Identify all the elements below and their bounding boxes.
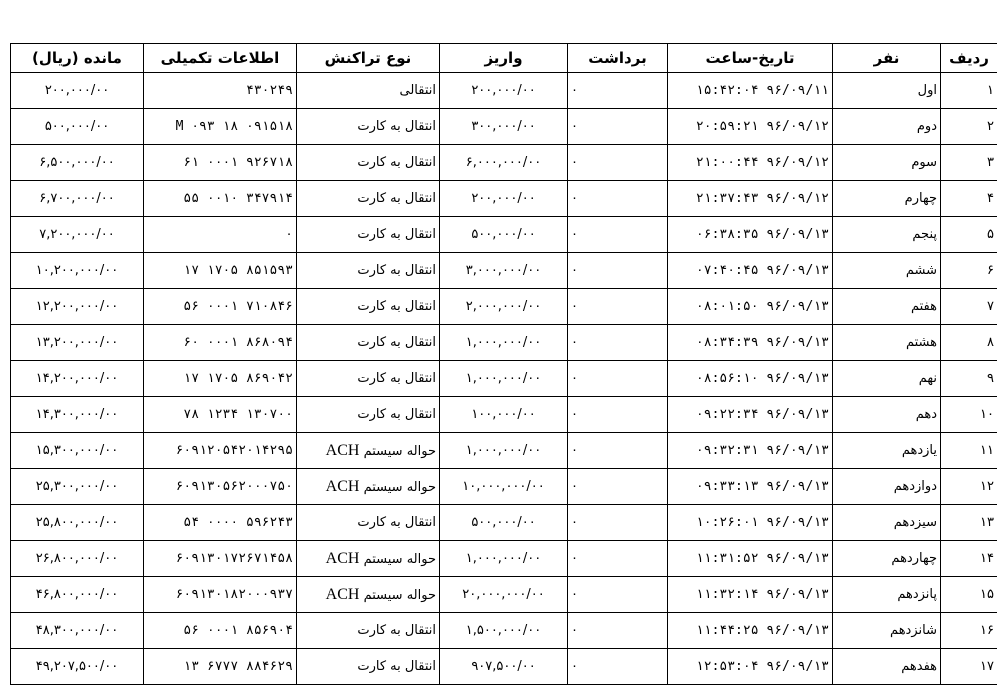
cell-datetime: ۹۶/۰۹/۱۳ ۱۱:۴۴:۲۵ [668, 613, 833, 649]
cell-withdrawal: ۰ [568, 181, 668, 217]
cell-balance: ۲۰۰,۰۰۰/۰۰ [11, 73, 144, 109]
transaction-type-label: انتقال به کارت [357, 191, 436, 206]
cell-balance: ۲۵,۸۰۰,۰۰۰/۰۰ [11, 505, 144, 541]
cell-withdrawal: ۰ [568, 649, 668, 685]
table-row [11, 433, 997, 469]
cell-withdrawal: ۰ [568, 577, 668, 613]
table-row [11, 145, 997, 181]
table-row [11, 325, 997, 361]
cell-deposit: ۲۰۰,۰۰۰/۰۰ [440, 73, 568, 109]
table-row [11, 613, 997, 649]
table-row [11, 541, 997, 577]
cell-deposit: ۱,۵۰۰,۰۰۰/۰۰ [440, 613, 568, 649]
cell-withdrawal: ۰ [568, 217, 668, 253]
cell-datetime: ۹۶/۰۹/۱۲ ۲۰:۵۹:۲۱ [668, 109, 833, 145]
header-transaction-type: نوع تراکنش [297, 44, 440, 73]
cell-datetime: ۹۶/۰۹/۱۳ ۱۲:۵۳:۰۴ [668, 649, 833, 685]
table-row [11, 505, 997, 541]
cell-withdrawal: ۰ [568, 109, 668, 145]
cell-balance: ۷,۲۰۰,۰۰۰/۰۰ [11, 217, 144, 253]
transaction-type-label: انتقال به کارت [357, 371, 436, 386]
ach-label: ACH [325, 477, 360, 495]
cell-additional-info: ۱۳۰۷۰۰ ۱۲۳۴ ۷۸ [144, 397, 297, 433]
cell-row-number: ۸ [941, 325, 997, 361]
cell-balance: ۲۵,۳۰۰,۰۰۰/۰۰ [11, 469, 144, 505]
cell-additional-info: ۷۱۰۸۴۶ ۰۰۰۱ ۵۶ [144, 289, 297, 325]
header-additional-info: اطلاعات تکمیلی [144, 44, 297, 73]
header-withdrawal: برداشت [568, 44, 668, 73]
transaction-type-label: انتقال به کارت [357, 623, 436, 638]
table-row [11, 361, 997, 397]
cell-additional-info: ۶۰۹۱۳۰۱۸۲۰۰۰۹۳۷ [144, 577, 297, 613]
cell-deposit: ۱۰,۰۰۰,۰۰۰/۰۰ [440, 469, 568, 505]
cell-deposit: ۱۰۰,۰۰۰/۰۰ [440, 397, 568, 433]
cell-withdrawal: ۰ [568, 505, 668, 541]
cell-person: نهم [833, 361, 941, 397]
cell-deposit: ۱,۰۰۰,۰۰۰/۰۰ [440, 361, 568, 397]
transaction-type-label: انتقال به کارت [357, 407, 436, 422]
cell-transaction-type [297, 253, 440, 289]
transaction-type-label: انتقال به کارت [357, 515, 436, 530]
cell-datetime: ۹۶/۰۹/۱۳ ۰۸:۰۱:۵۰ [668, 289, 833, 325]
ach-label: ACH [325, 549, 360, 567]
cell-transaction-type [297, 217, 440, 253]
cell-datetime: ۹۶/۰۹/۱۳ ۰۹:۲۲:۳۴ [668, 397, 833, 433]
cell-balance: ۱۰,۲۰۰,۰۰۰/۰۰ [11, 253, 144, 289]
cell-withdrawal: ۰ [568, 253, 668, 289]
table-row [11, 217, 997, 253]
transaction-type-label: انتقال به کارت [357, 119, 436, 134]
cell-person: پانزدهم [833, 577, 941, 613]
cell-withdrawal: ۰ [568, 145, 668, 181]
cell-transaction-type [297, 577, 440, 613]
cell-balance: ۱۲,۲۰۰,۰۰۰/۰۰ [11, 289, 144, 325]
cell-transaction-type [297, 505, 440, 541]
cell-balance: ۱۴,۳۰۰,۰۰۰/۰۰ [11, 397, 144, 433]
transaction-type-label: انتقال به کارت [357, 155, 436, 170]
cell-additional-info: ۴۳۰۲۴۹ [144, 73, 297, 109]
cell-person: اول [833, 73, 941, 109]
cell-transaction-type [297, 361, 440, 397]
cell-deposit: ۶,۰۰۰,۰۰۰/۰۰ [440, 145, 568, 181]
cell-balance: ۵۰۰,۰۰۰/۰۰ [11, 109, 144, 145]
cell-deposit: ۱,۰۰۰,۰۰۰/۰۰ [440, 433, 568, 469]
cell-person: دوم [833, 109, 941, 145]
transaction-type-label: حواله سیستم [363, 587, 436, 603]
statement-sheet [10, 43, 997, 685]
cell-datetime: ۹۶/۰۹/۱۳ ۱۱:۳۱:۵۲ [668, 541, 833, 577]
transaction-type-label: حواله سیستم [363, 551, 436, 567]
transaction-type-label: انتقال به کارت [357, 335, 436, 350]
header-deposit: واریز [440, 44, 568, 73]
cell-additional-info: ۶۰۹۱۳۰۵۶۲۰۰۰۷۵۰ [144, 469, 297, 505]
cell-withdrawal: ۰ [568, 325, 668, 361]
cell-balance: ۲۶,۸۰۰,۰۰۰/۰۰ [11, 541, 144, 577]
cell-datetime: ۹۶/۰۹/۱۳ ۰۹:۳۲:۳۱ [668, 433, 833, 469]
cell-person: دوازدهم [833, 469, 941, 505]
cell-deposit: ۱,۰۰۰,۰۰۰/۰۰ [440, 541, 568, 577]
cell-person: چهاردهم [833, 541, 941, 577]
cell-balance: ۴۶,۸۰۰,۰۰۰/۰۰ [11, 577, 144, 613]
cell-balance: ۴۸,۳۰۰,۰۰۰/۰۰ [11, 613, 144, 649]
cell-additional-info: ۳۴۷۹۱۴ ۰۰۱۰ ۵۵ [144, 181, 297, 217]
cell-transaction-type [297, 433, 440, 469]
cell-transaction-type [297, 649, 440, 685]
cell-deposit: ۲,۰۰۰,۰۰۰/۰۰ [440, 289, 568, 325]
cell-person: یازدهم [833, 433, 941, 469]
cell-person: هشتم [833, 325, 941, 361]
table-row [11, 469, 997, 505]
cell-deposit: ۳۰۰,۰۰۰/۰۰ [440, 109, 568, 145]
cell-datetime: ۹۶/۰۹/۱۲ ۲۱:۰۰:۴۴ [668, 145, 833, 181]
cell-additional-info: ۸۵۶۹۰۴ ۰۰۰۱ ۵۶ [144, 613, 297, 649]
cell-transaction-type [297, 145, 440, 181]
cell-additional-info: ۵۹۶۲۴۳ ۰۰۰۰ ۵۴ [144, 505, 297, 541]
cell-person: هفتم [833, 289, 941, 325]
cell-row-number: ۳ [941, 145, 997, 181]
cell-row-number: ۱۴ [941, 541, 997, 577]
transaction-type-label: انتقال به کارت [357, 263, 436, 278]
cell-deposit: ۲۰,۰۰۰,۰۰۰/۰۰ [440, 577, 568, 613]
cell-balance: ۴۹,۲۰۷,۵۰۰/۰۰ [11, 649, 144, 685]
cell-transaction-type [297, 541, 440, 577]
cell-deposit: ۱,۰۰۰,۰۰۰/۰۰ [440, 325, 568, 361]
cell-person: ششم [833, 253, 941, 289]
ach-label: ACH [325, 441, 360, 459]
cell-withdrawal: ۰ [568, 613, 668, 649]
cell-balance: ۱۵,۳۰۰,۰۰۰/۰۰ [11, 433, 144, 469]
cell-deposit: ۲۰۰,۰۰۰/۰۰ [440, 181, 568, 217]
cell-row-number: ۵ [941, 217, 997, 253]
cell-row-number: ۱۶ [941, 613, 997, 649]
cell-additional-info: ۸۵۱۵۹۳ ۱۷۰۵ ۱۷ [144, 253, 297, 289]
cell-withdrawal: ۰ [568, 397, 668, 433]
cell-row-number: ۲ [941, 109, 997, 145]
cell-row-number: ۱۲ [941, 469, 997, 505]
header-row [11, 44, 997, 73]
cell-withdrawal: ۰ [568, 73, 668, 109]
cell-withdrawal: ۰ [568, 469, 668, 505]
table-row [11, 649, 997, 685]
table-body [11, 73, 997, 685]
cell-withdrawal: ۰ [568, 361, 668, 397]
transaction-type-label: حواله سیستم [363, 443, 436, 459]
cell-balance: ۱۳,۲۰۰,۰۰۰/۰۰ [11, 325, 144, 361]
cell-person: دهم [833, 397, 941, 433]
cell-datetime: ۹۶/۰۹/۱۱ ۱۵:۴۲:۰۴ [668, 73, 833, 109]
cell-deposit: ۳,۰۰۰,۰۰۰/۰۰ [440, 253, 568, 289]
cell-datetime: ۹۶/۰۹/۱۳ ۱۰:۲۶:۰۱ [668, 505, 833, 541]
cell-balance: ۶,۵۰۰,۰۰۰/۰۰ [11, 145, 144, 181]
cell-balance: ۱۴,۲۰۰,۰۰۰/۰۰ [11, 361, 144, 397]
cell-transaction-type [297, 181, 440, 217]
cell-transaction-type [297, 613, 440, 649]
cell-person: سیزدهم [833, 505, 941, 541]
cell-datetime: ۹۶/۰۹/۱۳ ۱۱:۳۲:۱۴ [668, 577, 833, 613]
transaction-type-label: انتقال به کارت [357, 227, 436, 242]
transaction-type-label: حواله سیستم [363, 479, 436, 495]
cell-datetime: ۹۶/۰۹/۱۲ ۲۱:۳۷:۴۳ [668, 181, 833, 217]
cell-datetime: ۹۶/۰۹/۱۳ ۰۹:۳۳:۱۳ [668, 469, 833, 505]
cell-row-number: ۱۳ [941, 505, 997, 541]
cell-transaction-type [297, 397, 440, 433]
table-row [11, 397, 997, 433]
cell-person: چهارم [833, 181, 941, 217]
header-datetime: تاریخ-ساعت [668, 44, 833, 73]
cell-balance: ۶,۷۰۰,۰۰۰/۰۰ [11, 181, 144, 217]
transaction-type-label: انتقال به کارت [357, 299, 436, 314]
table-row [11, 181, 997, 217]
cell-datetime: ۹۶/۰۹/۱۳ ۰۷:۴۰:۴۵ [668, 253, 833, 289]
cell-additional-info: ۹۲۶۷۱۸ ۰۰۰۱ ۶۱ [144, 145, 297, 181]
cell-row-number: ۷ [941, 289, 997, 325]
cell-additional-info: ۸۸۴۶۲۹ ۶۷۷۷ ۱۳ [144, 649, 297, 685]
ach-label: ACH [325, 585, 360, 603]
cell-row-number: ۱۰ [941, 397, 997, 433]
cell-row-number: ۹ [941, 361, 997, 397]
cell-deposit: ۵۰۰,۰۰۰/۰۰ [440, 217, 568, 253]
cell-withdrawal: ۰ [568, 433, 668, 469]
header-balance: مانده (ریال) [11, 44, 144, 73]
cell-additional-info: ۶۰۹۱۳۰۱۷۲۶۷۱۴۵۸ [144, 541, 297, 577]
cell-row-number: ۱۷ [941, 649, 997, 685]
cell-withdrawal: ۰ [568, 541, 668, 577]
transaction-type-label: انتقال به کارت [357, 659, 436, 674]
cell-additional-info: ۸۶۸۰۹۴ ۰۰۰۱ ۶۰ [144, 325, 297, 361]
cell-row-number: ۱۱ [941, 433, 997, 469]
transactions-table [10, 43, 997, 685]
header-person: نفر [833, 44, 941, 73]
table-row [11, 253, 997, 289]
cell-additional-info: ۶۰۹۱۲۰۵۴۲۰۱۴۲۹۵ [144, 433, 297, 469]
cell-additional-info: ۰ [144, 217, 297, 253]
cell-person: شانزدهم [833, 613, 941, 649]
cell-person: هفدهم [833, 649, 941, 685]
cell-additional-info: ۸۶۹۰۴۲ ۱۷۰۵ ۱۷ [144, 361, 297, 397]
cell-deposit: ۵۰۰,۰۰۰/۰۰ [440, 505, 568, 541]
cell-withdrawal: ۰ [568, 289, 668, 325]
cell-datetime: ۹۶/۰۹/۱۳ ۰۶:۳۸:۳۵ [668, 217, 833, 253]
table-row [11, 289, 997, 325]
cell-row-number: ۶ [941, 253, 997, 289]
table-row [11, 73, 997, 109]
transaction-type-label: انتقالی [399, 83, 436, 98]
cell-additional-info: ۰۹۱۵۱۸ M ۰۹۳ ۱۸ [144, 109, 297, 145]
cell-transaction-type [297, 469, 440, 505]
cell-row-number: ۱ [941, 73, 997, 109]
cell-person: پنجم [833, 217, 941, 253]
cell-transaction-type [297, 325, 440, 361]
cell-transaction-type [297, 109, 440, 145]
cell-person: سوم [833, 145, 941, 181]
table-row [11, 577, 997, 613]
header-row-number: ردیف [941, 44, 997, 73]
cell-row-number: ۴ [941, 181, 997, 217]
table-row [11, 109, 997, 145]
cell-row-number: ۱۵ [941, 577, 997, 613]
cell-transaction-type [297, 73, 440, 109]
cell-datetime: ۹۶/۰۹/۱۳ ۰۸:۳۴:۳۹ [668, 325, 833, 361]
cell-deposit: ۹۰۷,۵۰۰/۰۰ [440, 649, 568, 685]
cell-datetime: ۹۶/۰۹/۱۳ ۰۸:۵۶:۱۰ [668, 361, 833, 397]
cell-transaction-type [297, 289, 440, 325]
